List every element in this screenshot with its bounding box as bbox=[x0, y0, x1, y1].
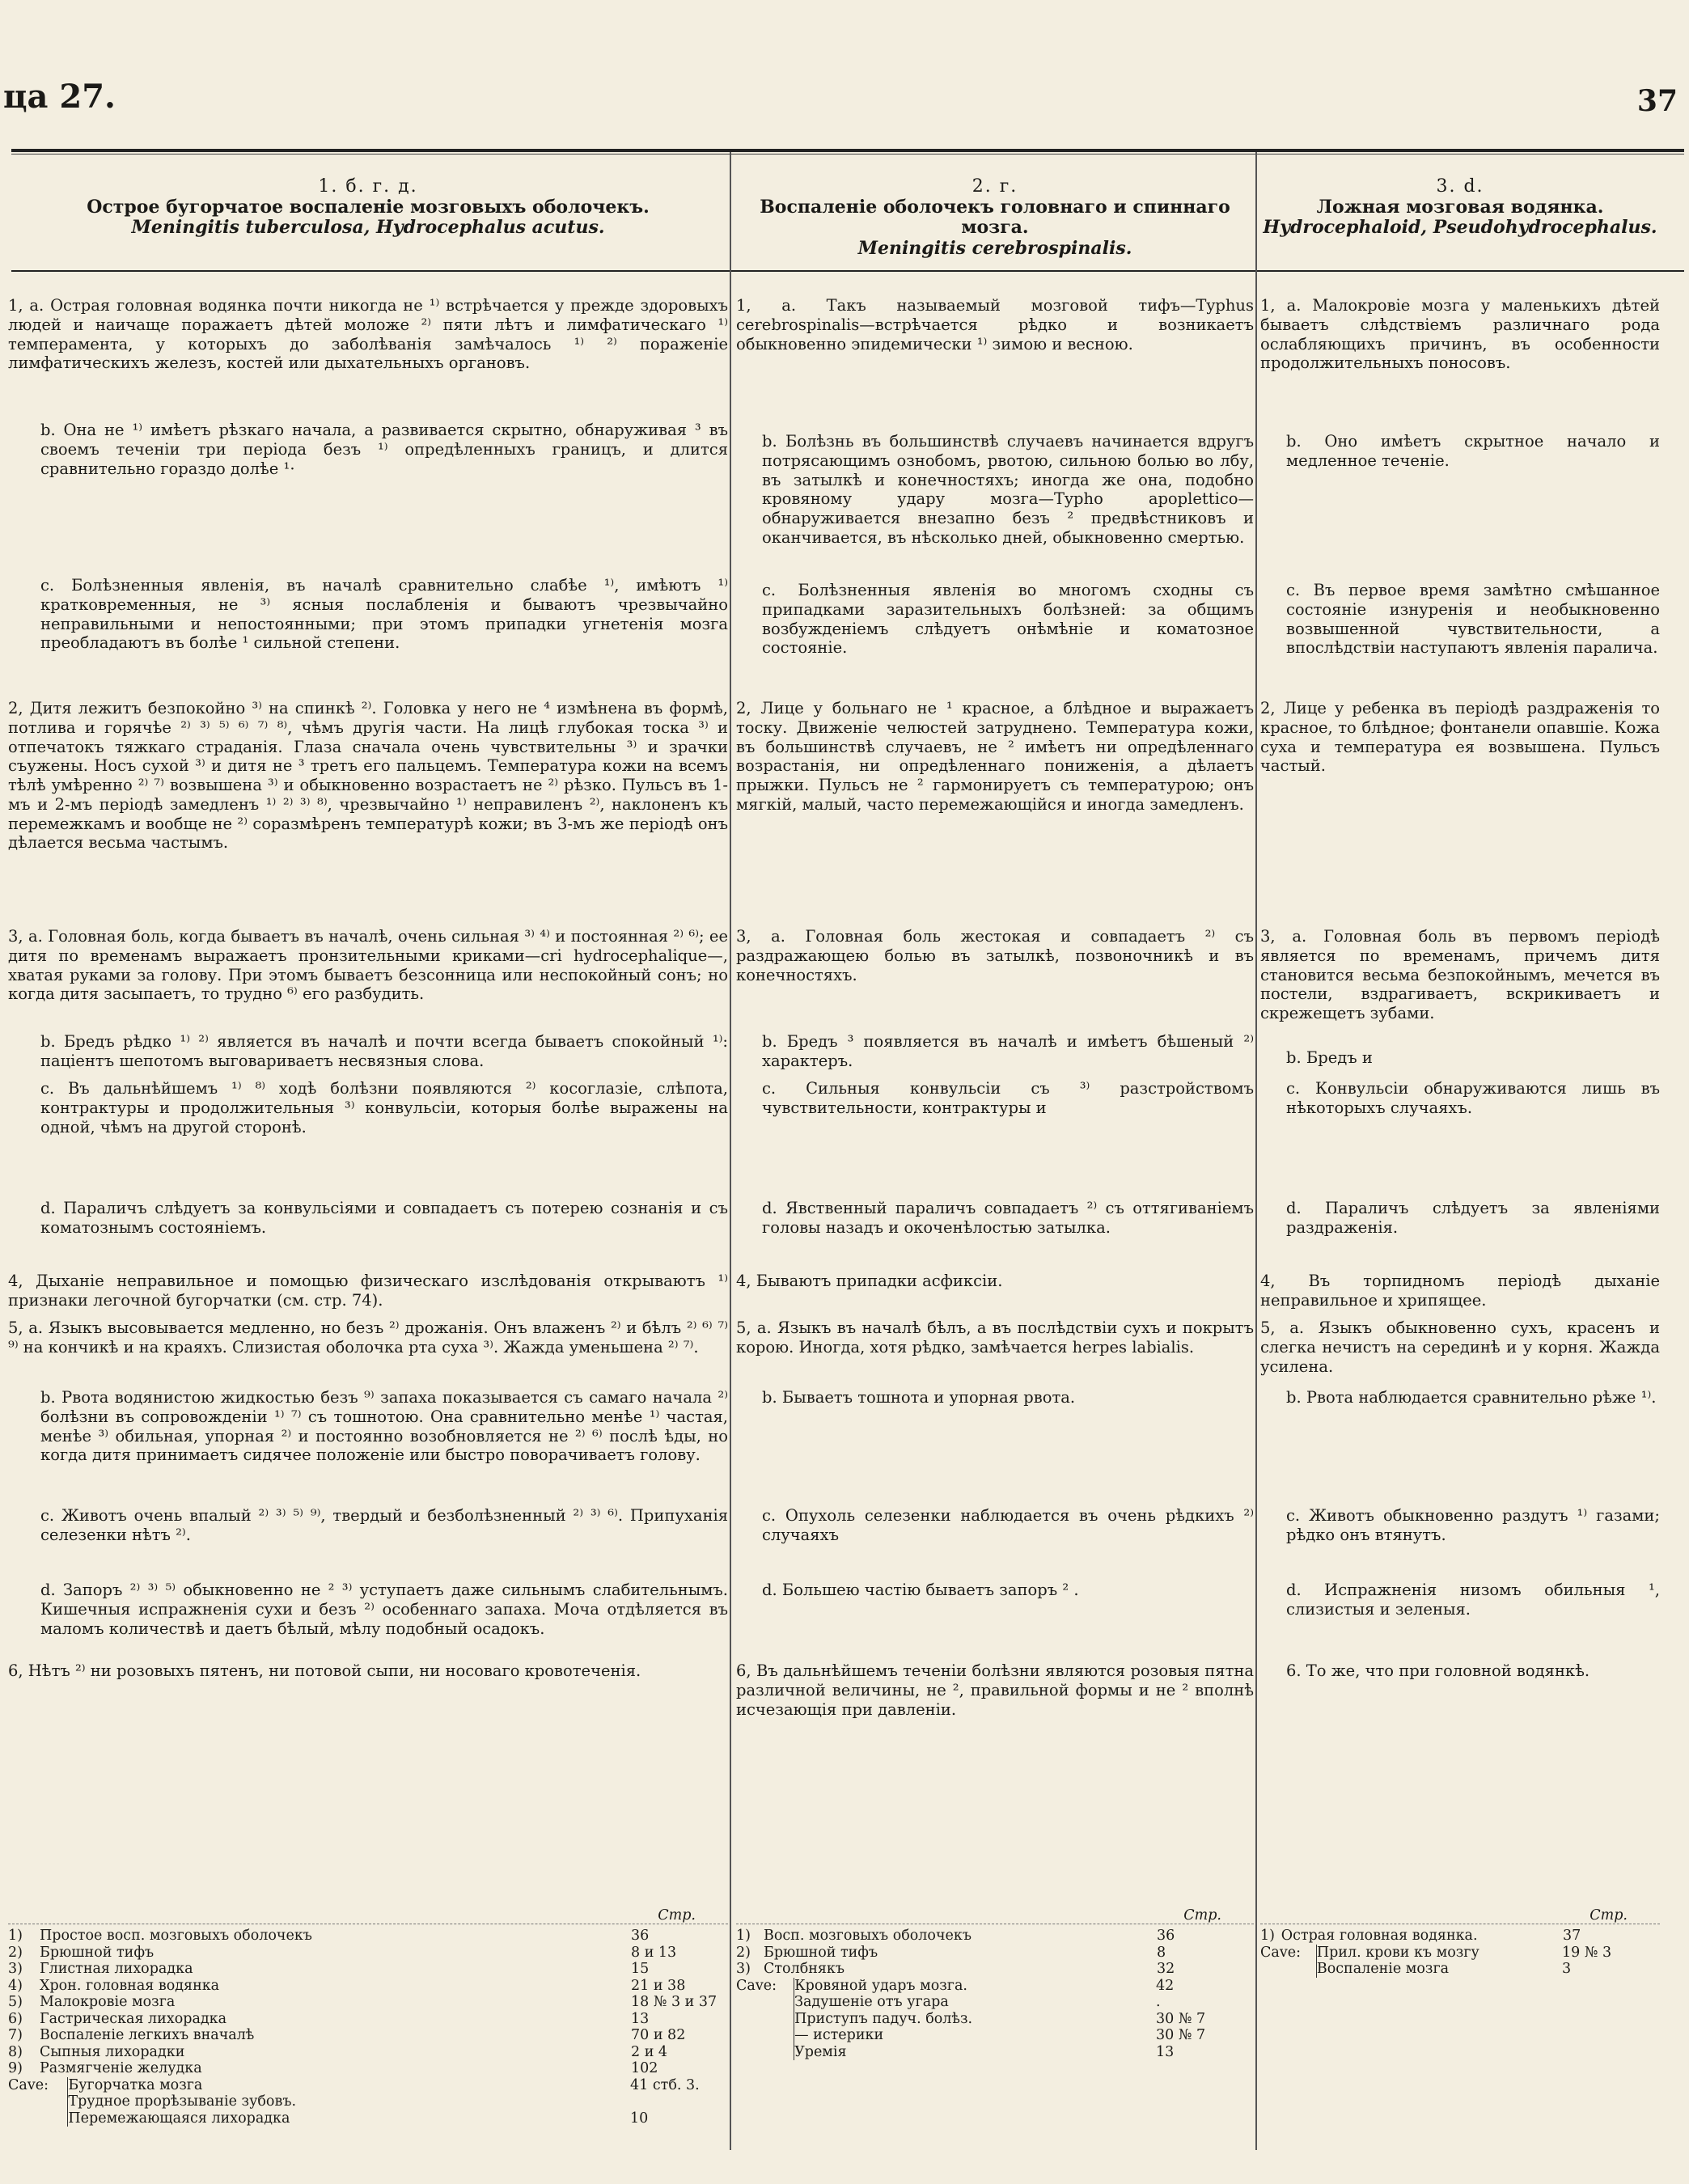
paragraph: 1, a. Малокровіе мозга у маленькихъ дѣтей бываетъ слѣдствіемъ различнаго рода ослабляющихъ причинъ, въ особенности продолжительныхъ поносовъ. bbox=[1260, 296, 1660, 373]
cave-item: Приступъ падуч. болѣз. bbox=[794, 2010, 973, 2027]
cave-item: — истерики bbox=[794, 2027, 884, 2044]
paragraph: b. Рвота наблюдается сравнительно рѣже ¹⁾. bbox=[1286, 1388, 1657, 1407]
cave-item: Прил. крови къ мозгу bbox=[1316, 1944, 1479, 1961]
paragraph: 5, a. Языкъ высовывается медленно, но безъ ²⁾ дрожанія. Онъ влаженъ ²⁾ и бѣлъ ²⁾ ⁶⁾ ⁷⁾ ⁹⁾ на кончикѣ и на краяхъ. Слизистая оболочка рта суха ³⁾. Жажда уменьшена ²⁾ ⁷⁾. bbox=[8, 1318, 728, 1357]
ref-row bbox=[736, 1928, 1254, 1944]
cave-row bbox=[1316, 1945, 1659, 1961]
cave-item: Трудное прорѣзываніе зубовъ. bbox=[68, 2093, 297, 2110]
page-number: 37 bbox=[1636, 84, 1678, 118]
paragraph: b. Бываетъ тошнота и упорная рвота. bbox=[762, 1388, 1076, 1407]
ref-label: Простое восп. мозговыхъ оболочекъ bbox=[39, 1928, 312, 1945]
paragraph: c. Животъ очень впалый ²⁾ ³⁾ ⁵⁾ ⁹⁾, твердый и безболѣзненный ²⁾ ³⁾ ⁶⁾. Припуханія селезенки нѣтъ ²⁾. bbox=[40, 1506, 728, 1544]
paragraph: c. Въ дальнѣйшемъ ¹⁾ ⁸⁾ ходѣ болѣзни появляются ²⁾ косоглазіе, слѣпота, контрактуры и продолжительныя ³⁾ конвульсіи, которыя болѣе выражены на одной, чѣмъ на другой сторонѣ. bbox=[40, 1079, 728, 1136]
ref-label: Восп. мозговыхъ оболочекъ bbox=[763, 1928, 971, 1945]
paragraph: 3, a. Головная боль жестокая и совпадаетъ ²⁾ съ раздражающею болью въ затылкѣ, позвоночникѣ и въ конечностяхъ. bbox=[736, 927, 1254, 984]
cave-page: 10 bbox=[630, 2110, 649, 2127]
cave-row bbox=[794, 1994, 1254, 2010]
paragraph: 4, Дыханіе неправильное и помощью физическаго изслѣдованія открываютъ ¹⁾ признаки легочной бугорчатки (см. стр. 74). bbox=[8, 1272, 728, 1310]
paragraph: 1, a. Острая головная водянка почти никогда не ¹⁾ встрѣчается у прежде здоровыхъ людей и наичаще поражаетъ дѣтей моложе ²⁾ пяти лѣтъ и лимфатическаго ¹⁾ темперамента, у которыхъ до заболѣванія замѣчалось ¹⁾ ²⁾ пораженіе лимфатическихъ железъ, костей или дыхательныхъ органовъ. bbox=[8, 296, 728, 373]
paragraph: d. Большею частію бываетъ запоръ ² . bbox=[762, 1581, 1079, 1599]
cave-page: 30 № 7 bbox=[1156, 2027, 1206, 2044]
heading-title: Острое бугорчатое воспаленіе мозговыхъ оболочекъ. bbox=[87, 196, 650, 218]
page-header bbox=[0, 78, 1689, 126]
ref-num: 3) bbox=[8, 1961, 23, 1978]
paragraph: 5, a. Языкъ обыкновенно сухъ, красенъ и слегка нечистъ на серединѣ и у корня. Жажда усилена. bbox=[1260, 1318, 1660, 1376]
paragraph: d. Параличъ слѣдуетъ за конвульсіями и совпадаетъ съ потерею сознанія и съ коматознымъ состояніемъ. bbox=[40, 1199, 728, 1237]
refs-page-header: Стр. bbox=[658, 1907, 696, 1924]
ref-page: 37 bbox=[1563, 1928, 1581, 1945]
refs-page-header: Стр. bbox=[1590, 1907, 1628, 1924]
cave-page: 42 bbox=[1156, 1977, 1175, 1994]
paragraph: c. Опухоль селезенки наблюдается въ очень рѣдкихъ ²⁾ случаяхъ bbox=[762, 1506, 1254, 1544]
table-label: ца 27. bbox=[3, 78, 116, 116]
paragraph: d. Явственный параличъ совпадаетъ ²⁾ съ оттягиваніемъ головы назадъ и окоченѣлостью затылка. bbox=[762, 1199, 1254, 1237]
paragraph: c. Конвульсіи обнаруживаются лишь въ нѣкоторыхъ случаяхъ. bbox=[1286, 1079, 1660, 1117]
paragraph: b. Рвота водянистою жидкостью безъ ⁹⁾ запаха показывается съ самаго начала ²⁾ болѣзни въ сопровожденіи ¹⁾ ⁷⁾ съ тошнотою. Она сравнительно менѣе ¹⁾ частая, менѣе ³⁾ обильная, упорная ²⁾ и постоянно возобновляется не ²⁾ ⁶⁾ послѣ ѣды, но когда дитя принимаетъ сидячее положеніе или быстро поворачиваетъ голову. bbox=[40, 1388, 728, 1465]
reference-list bbox=[736, 1907, 1254, 2060]
ref-page: 15 bbox=[631, 1961, 650, 1978]
cave-table bbox=[67, 2077, 728, 2127]
paragraph: 2, Лице у ребенка въ періодѣ раздраженія то красное, то блѣдное; фонтанели опавшіе. Кожа суха и температура ея возвышена. Пульсъ частый. bbox=[1260, 699, 1660, 776]
ref-page: 102 bbox=[631, 2060, 658, 2077]
reference-list bbox=[1260, 1907, 1660, 1978]
ref-page: 70 и 82 bbox=[631, 2027, 686, 2044]
cave-page: 3 bbox=[1562, 1961, 1572, 1978]
ref-row bbox=[8, 2011, 728, 2027]
ref-num: 2) bbox=[8, 1944, 23, 1961]
paragraph: 3, a. Головная боль, когда бываетъ въ началѣ, очень сильная ³⁾ ⁴⁾ и постоянная ²⁾ ⁶⁾; ее дитя по временамъ выражаетъ пронзительными криками—cri hydrocephalique—, хватая руками за голову. При этомъ бываетъ безсонница или неспокойный сонъ; но когда дитя засыпаетъ, то трудно ⁶⁾ его разбудить. bbox=[8, 927, 728, 1004]
cave-block bbox=[736, 1978, 1254, 2060]
paragraph: d. Испражненія низомъ обильныя ¹, слизистыя и зеленыя. bbox=[1286, 1581, 1660, 1619]
ref-row bbox=[8, 1994, 728, 2010]
ref-label: Гастрическая лихорадка bbox=[39, 2010, 227, 2027]
ref-num: 1) bbox=[1260, 1928, 1275, 1945]
ref-page: 36 bbox=[1157, 1928, 1175, 1945]
ref-label: Хрон. головная водянка bbox=[39, 1977, 220, 1994]
ref-row bbox=[1260, 1928, 1660, 1944]
paragraph: 1, a. Такъ называемый мозговой тифъ—Typhus cerebrospinalis—встрѣчается рѣдко и возникаетъ обыкновенно эпидемически ¹⁾ зимою и весною. bbox=[736, 296, 1254, 353]
cave-block bbox=[1260, 1945, 1660, 1978]
cave-table bbox=[1316, 1945, 1660, 1978]
column-3 bbox=[1260, 152, 1660, 1978]
ref-row bbox=[8, 2027, 728, 2043]
cave-page: 13 bbox=[1156, 2043, 1175, 2060]
cave-item: Уремія bbox=[794, 2043, 847, 2060]
ref-table bbox=[736, 1928, 1254, 1977]
paragraph: 6, Нѣтъ ²⁾ ни розовыхъ пятенъ, ни потовой сыпи, ни носоваго кровотеченія. bbox=[8, 1661, 641, 1680]
ref-row bbox=[8, 1961, 728, 1977]
cave-row bbox=[794, 2011, 1254, 2027]
ref-page: 8 bbox=[1157, 1944, 1166, 1961]
cave-table bbox=[794, 1978, 1254, 2060]
column-heading bbox=[736, 152, 1254, 270]
column-2 bbox=[736, 152, 1254, 2060]
cave-item: Бугорчатка мозга bbox=[68, 2076, 203, 2093]
cave-row bbox=[68, 2110, 728, 2127]
ref-table bbox=[1260, 1928, 1660, 1944]
ref-row bbox=[8, 1928, 728, 1944]
ref-page: 36 bbox=[631, 1928, 650, 1945]
cave-item: Перемежающаяся лихорадка bbox=[68, 2110, 290, 2127]
paragraph: c. Сильныя конвульсіи съ ³⁾ разстройствомъ чувствительности, контрактуры и bbox=[762, 1079, 1254, 1117]
cave-row bbox=[794, 2044, 1254, 2060]
ref-num: 3) bbox=[736, 1961, 751, 1978]
ref-row bbox=[8, 1978, 728, 1994]
reference-list bbox=[8, 1907, 728, 2127]
paragraph: d. Параличъ слѣдуетъ за явленіями раздраженія. bbox=[1286, 1199, 1660, 1237]
paragraph: 4, Въ торпидномъ періодѣ дыханіе неправильное и хрипящее. bbox=[1260, 1272, 1660, 1310]
ref-num: 1) bbox=[736, 1928, 751, 1945]
paragraph: 4, Бываютъ припадки асфиксіи. bbox=[736, 1272, 1003, 1290]
ref-label: Малокровіе мозга bbox=[39, 1994, 176, 2011]
column-divider bbox=[730, 152, 731, 2150]
cave-row bbox=[794, 1978, 1254, 1994]
ref-page: 32 bbox=[1157, 1961, 1175, 1978]
ref-num: 9) bbox=[8, 2060, 23, 2077]
ref-row bbox=[736, 1961, 1254, 1977]
refs-page-header: Стр. bbox=[1183, 1907, 1221, 1924]
column-body bbox=[1260, 270, 1660, 1783]
cave-row bbox=[68, 2077, 728, 2093]
cave-label: Cave: bbox=[8, 2076, 49, 2093]
ref-num: 8) bbox=[8, 2043, 23, 2060]
ref-table bbox=[8, 1928, 728, 2076]
ref-row bbox=[736, 1945, 1254, 1961]
ref-label: Сыпныя лихорадки bbox=[39, 2043, 185, 2060]
cave-block bbox=[8, 2077, 728, 2127]
paragraph: 5, a. Языкъ въ началѣ бѣлъ, а въ послѣдствіи сухъ и покрытъ корою. Иногда, хотя рѣдко, замѣчается herpes labialis. bbox=[736, 1318, 1254, 1357]
ref-page: 18 № 3 и 37 bbox=[631, 1994, 718, 2011]
ref-num: 4) bbox=[8, 1977, 23, 1994]
ref-num: 5) bbox=[8, 1994, 23, 2011]
column-body bbox=[8, 270, 728, 1783]
paragraph: c. Въ первое время замѣтно смѣшанное состояніе изнуренія и необыкновенно возвышенной чувствительности, а впослѣдствіи наступаютъ явленія паралича. bbox=[1286, 581, 1660, 658]
cave-page: . bbox=[1156, 1994, 1161, 2011]
ref-row bbox=[8, 2044, 728, 2060]
heading-latin: Meningitis tuberculosa, Hydrocephalus acutus. bbox=[131, 217, 605, 239]
ref-page: 13 bbox=[631, 2010, 650, 2027]
column-body bbox=[736, 270, 1254, 1783]
paragraph: c. Животъ обыкновенно раздутъ ¹⁾ газами; рѣдко онъ втянутъ. bbox=[1286, 1506, 1660, 1544]
column-heading bbox=[8, 152, 728, 270]
paragraph: b. Она не ¹⁾ имѣетъ рѣзкаго начала, а развивается скрытно, обнаруживая ³ въ своемъ теченіи три періода безъ ¹⁾ опредѣленныхъ границъ, и длится сравнительно гораздо долѣе ¹· bbox=[40, 421, 728, 478]
paragraph: c. Болѣзненныя явленія, въ началѣ сравнительно слабѣе ¹⁾, имѣютъ ¹⁾ кратковременныя, не ³⁾ ясныя послабленія и бываютъ чрезвычайно неправильными и непостоянными; при этомъ припадки угнетенія мозга преобладаютъ въ болѣе ¹ сильной степени. bbox=[40, 576, 728, 653]
cave-row bbox=[1316, 1961, 1659, 1977]
ref-row bbox=[8, 2060, 728, 2076]
paragraph: 2, Дитя лежитъ безпокойно ³⁾ на спинкѣ ²⁾. Головка у него не ⁴ измѣнена въ формѣ, потлива и горячѣе ²⁾ ³⁾ ⁵⁾ ⁶⁾ ⁷⁾ ⁸⁾, чѣмъ другія части. На лицѣ глубокая тоска ³⁾ и отпечатокъ тяжкаго страданія. Глаза сначала очень чувствительны ³⁾ и зрачки съужены. Носъ сухой ³⁾ и дитя не ³ третъ его пальцемъ. Температура кожи на всемъ тѣлѣ умѣренно ²⁾ ⁷⁾ возвышена ³⁾ и обыкновенно возрастаетъ не ²⁾ рѣзко. Пульсъ въ 1-мъ и 2-мъ періодѣ замедленъ ¹⁾ ²⁾ ³⁾ ⁸⁾, чрезвычайно ¹⁾ неправиленъ ²⁾, наклоненъ къ перемежкамъ и вообще не ²⁾ соразмѣренъ температурѣ кожи; въ 3-мъ же періодѣ онъ дѣлается весьма частымъ. bbox=[8, 699, 728, 853]
ref-page: 21 и 38 bbox=[631, 1977, 686, 1994]
cave-item: Задушеніе отъ угара bbox=[794, 1994, 949, 2011]
ref-num: 7) bbox=[8, 2027, 23, 2044]
paragraph: 6. То же, что при головной водянкѣ. bbox=[1286, 1661, 1590, 1680]
paragraph: 6, Въ дальнѣйшемъ теченіи болѣзни являются розовыя пятна различной величины, не ², правильной формы и не ² вполнѣ исчезающія при давленіи. bbox=[736, 1661, 1254, 1719]
paragraph: 2, Лице у больнаго не ¹ красное, а блѣдное и выражаетъ тоску. Движеніе челюстей затруднено. Температура кожи, въ большинствѣ случаевъ, не ² имѣетъ ни опредѣленнаго возрастанія, ни опредѣленнаго пониженія, а дѣлаетъ прыжки. Пульсъ не ² гармонируетъ съ температурою; онъ мягкій, малый, часто перемежающійся и иногда замедленъ. bbox=[736, 699, 1254, 814]
paragraph: b. Оно имѣетъ скрытное начало и медленное теченіе. bbox=[1286, 432, 1660, 470]
heading-number: 2. г. bbox=[971, 176, 1018, 197]
ref-label: Брюшной тифъ bbox=[763, 1944, 878, 1961]
paragraph: b. Болѣзнь въ большинствѣ случаевъ начинается вдругъ потрясающимъ ознобомъ, рвотою, сильною болью во лбу, въ затылкѣ и конечностяхъ; иногда же она, подобно кровяному удару мозга—Typho apoplettico—обнаруживается внезапно безъ ² предвѣстниковъ и оканчивается, въ нѣсколько дней, обыкновенно смертью. bbox=[762, 432, 1254, 547]
paragraph: c. Болѣзненныя явленія во многомъ сходны съ припадками заразительныхъ болѣзней: за общимъ возбужденіемъ слѣдуетъ онѣмѣніе и коматозное состояніе. bbox=[762, 581, 1254, 658]
cave-item: Кровяной ударъ мозга. bbox=[794, 1977, 967, 1994]
cave-page: 30 № 7 bbox=[1156, 2010, 1206, 2027]
cave-page bbox=[630, 2093, 728, 2110]
ref-num: 6) bbox=[8, 2010, 23, 2027]
paragraph: b. Бредъ рѣдко ¹⁾ ²⁾ является въ началѣ и почти всегда бываетъ спокойный ¹⁾: паціентъ шепотомъ выговариваетъ несвязныя слова. bbox=[40, 1032, 728, 1070]
ref-num: 2) bbox=[736, 1944, 751, 1961]
cave-page: 41 стб. 3. bbox=[630, 2076, 700, 2093]
column-1 bbox=[8, 152, 728, 2127]
ref-page: 8 и 13 bbox=[631, 1944, 677, 1961]
paragraph: 3, a. Головная боль въ первомъ періодѣ является по временамъ, причемъ дитя становится весьма безпокойнымъ, мечется въ постели, вздрагиваетъ, вскрикиваетъ и скрежещетъ зубами. bbox=[1260, 927, 1660, 1023]
cave-label: Cave: bbox=[1260, 1944, 1301, 1961]
ref-label: Столбнякъ bbox=[763, 1961, 845, 1978]
paragraph: b. Бредъ ³ появляется въ началѣ и имѣетъ бѣшеный ²⁾ характеръ. bbox=[762, 1032, 1254, 1070]
ref-label: Размягченіе желудка bbox=[39, 2060, 202, 2077]
heading-latin: Hydrocephaloid, Pseudohydrocephalus. bbox=[1263, 217, 1657, 239]
cave-item: Воспаленіе мозга bbox=[1316, 1961, 1450, 1978]
ref-label: Брюшной тифъ bbox=[39, 1944, 155, 1961]
heading-number: 1. б. г. д. bbox=[318, 176, 418, 197]
heading-number: 3. d. bbox=[1436, 176, 1484, 197]
heading-title: Ложная мозговая водянка. bbox=[1316, 196, 1604, 218]
ref-label: Острая головная водянка. bbox=[1281, 1928, 1478, 1945]
ref-label: Глистная лихорадка bbox=[39, 1961, 193, 1978]
ref-num: 1) bbox=[8, 1928, 23, 1945]
cave-label: Cave: bbox=[736, 1977, 777, 1994]
ref-page: 2 и 4 bbox=[631, 2043, 668, 2060]
column-divider bbox=[1255, 152, 1257, 2150]
cave-row bbox=[794, 2027, 1254, 2043]
cave-row bbox=[68, 2093, 728, 2110]
column-heading bbox=[1260, 152, 1660, 270]
heading-title: Воспаленіе оболочекъ головнаго и спиннаго мозга. bbox=[760, 196, 1230, 239]
paragraph: b. Бредъ и bbox=[1286, 1048, 1373, 1067]
paragraph: d. Запоръ ²⁾ ³⁾ ⁵⁾ обыкновенно не ² ³⁾ уступаетъ даже сильнымъ слабительнымъ. Кишечныя испражненія сухи и безъ ²⁾ особеннаго запаха. Моча отдѣляется въ маломъ количествѣ и даетъ бѣлый, мѣлу подобный осадокъ. bbox=[40, 1581, 728, 1638]
cave-page: 19 № 3 bbox=[1562, 1944, 1612, 1961]
ref-row bbox=[8, 1945, 728, 1961]
ref-label: Воспаленіе легкихъ вначалѣ bbox=[39, 2027, 255, 2044]
heading-latin: Meningitis cerebrospinalis. bbox=[857, 237, 1132, 259]
